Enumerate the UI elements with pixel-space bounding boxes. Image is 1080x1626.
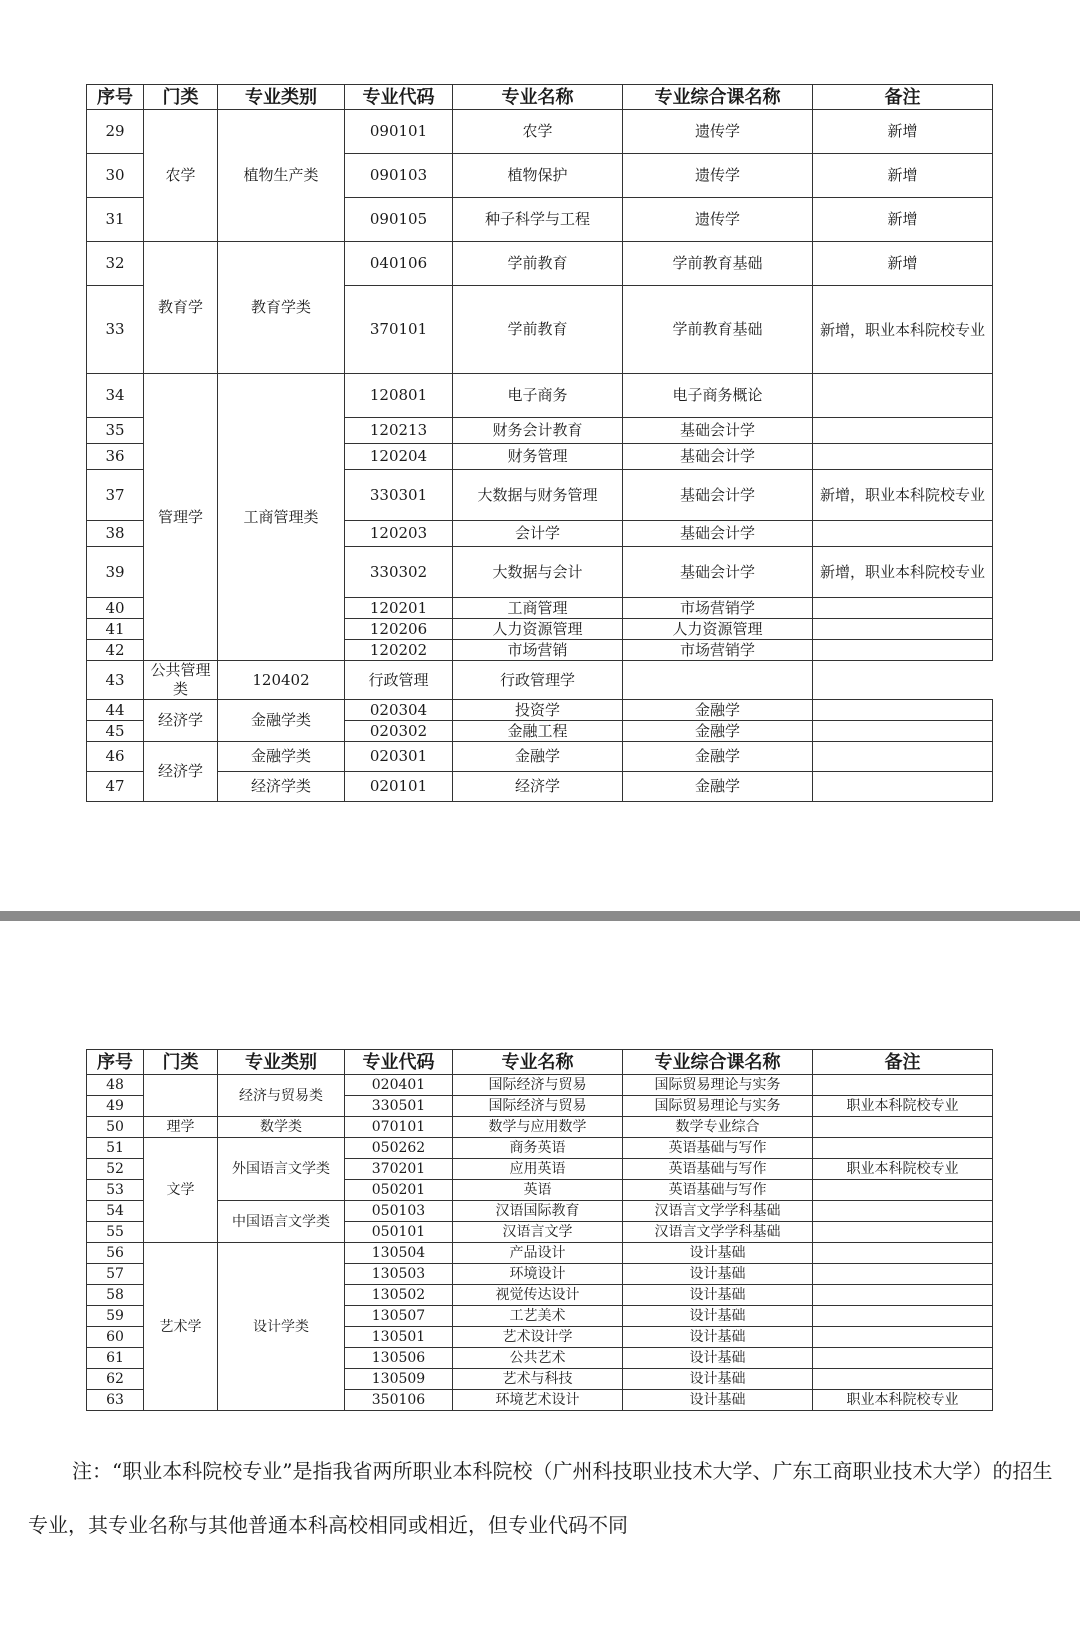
cell-index: 59 xyxy=(87,1306,144,1327)
cell-category: 金融学类 xyxy=(218,742,345,772)
cell-category: 植物生产类 xyxy=(218,110,345,242)
header-cell: 备注 xyxy=(813,85,993,110)
cell-course: 学前教育基础 xyxy=(623,242,813,286)
cell-code: 050103 xyxy=(345,1201,453,1222)
cell-major: 农学 xyxy=(453,110,623,154)
cell-category: 外国语言文学类 xyxy=(218,1138,345,1201)
cell-category: 工商管理类 xyxy=(218,374,345,661)
majors-table-1 xyxy=(86,84,993,802)
cell-remark xyxy=(813,418,993,444)
cell-discipline: 管理学 xyxy=(144,374,218,661)
cell-remark xyxy=(813,1243,993,1264)
cell-remark: 职业本科院校专业 xyxy=(813,1390,993,1411)
cell-remark: 新增 xyxy=(813,242,993,286)
cell-index: 62 xyxy=(87,1369,144,1390)
header-cell: 序号 xyxy=(87,1050,144,1075)
header-row xyxy=(87,1050,993,1075)
cell-major: 学前教育 xyxy=(453,242,623,286)
cell-code: 120203 xyxy=(345,521,453,547)
cell-major: 视觉传达设计 xyxy=(453,1285,623,1306)
cell-course: 汉语言文学学科基础 xyxy=(623,1201,813,1222)
cell-major: 会计学 xyxy=(453,521,623,547)
cell-major: 商务英语 xyxy=(453,1138,623,1159)
cell-major: 艺术与科技 xyxy=(453,1369,623,1390)
cell-remark xyxy=(813,1285,993,1306)
cell-remark xyxy=(813,721,993,742)
cell-major: 植物保护 xyxy=(453,154,623,198)
cell-course: 基础会计学 xyxy=(623,444,813,470)
cell-category: 教育学类 xyxy=(218,242,345,374)
cell-category: 金融学类 xyxy=(218,700,345,742)
cell-course: 数学专业综合 xyxy=(623,1117,813,1138)
cell-course: 基础会计学 xyxy=(623,547,813,598)
cell-course: 英语基础与写作 xyxy=(623,1180,813,1201)
cell-index: 40 xyxy=(87,598,144,619)
cell-index: 51 xyxy=(87,1138,144,1159)
cell-course: 行政管理学 xyxy=(453,661,623,700)
cell-code: 020304 xyxy=(345,700,453,721)
cell-course: 英语基础与写作 xyxy=(623,1159,813,1180)
cell-index: 54 xyxy=(87,1201,144,1222)
cell-category: 数学类 xyxy=(218,1117,345,1138)
cell-code: 090105 xyxy=(345,198,453,242)
cell-major: 金融工程 xyxy=(453,721,623,742)
cell-category: 设计学类 xyxy=(218,1243,345,1411)
cell-course: 国际贸易理论与实务 xyxy=(623,1075,813,1096)
header-cell: 专业名称 xyxy=(453,1050,623,1075)
cell-discipline: 经济学 xyxy=(144,700,218,742)
cell-major: 产品设计 xyxy=(453,1243,623,1264)
cell-index: 60 xyxy=(87,1327,144,1348)
cell-index: 32 xyxy=(87,242,144,286)
cell-remark: 新增 xyxy=(813,154,993,198)
cell-code: 020302 xyxy=(345,721,453,742)
header-cell: 专业综合课名称 xyxy=(623,85,813,110)
cell-code: 350106 xyxy=(345,1390,453,1411)
cell-course: 金融学 xyxy=(623,742,813,772)
cell-code: 020301 xyxy=(345,742,453,772)
cell-course: 设计基础 xyxy=(623,1243,813,1264)
cell-major: 国际经济与贸易 xyxy=(453,1096,623,1117)
cell-remark xyxy=(813,1327,993,1348)
table-row xyxy=(87,742,993,772)
cell-remark: 新增，职业本科院校专业 xyxy=(813,547,993,598)
cell-course: 遗传学 xyxy=(623,198,813,242)
cell-remark: 新增 xyxy=(813,198,993,242)
cell-index: 49 xyxy=(87,1096,144,1117)
cell-course: 遗传学 xyxy=(623,154,813,198)
cell-code: 020101 xyxy=(345,772,453,802)
cell-discipline: 文学 xyxy=(144,1138,218,1243)
cell-remark xyxy=(813,742,993,772)
cell-course: 设计基础 xyxy=(623,1264,813,1285)
cell-course: 遗传学 xyxy=(623,110,813,154)
table-row xyxy=(87,1138,993,1159)
cell-category: 经济学类 xyxy=(218,772,345,802)
cell-major: 国际经济与贸易 xyxy=(453,1075,623,1096)
header-cell: 专业类别 xyxy=(218,85,345,110)
cell-index: 42 xyxy=(87,640,144,661)
cell-course: 英语基础与写作 xyxy=(623,1138,813,1159)
cell-course: 设计基础 xyxy=(623,1285,813,1306)
cell-major: 工商管理 xyxy=(453,598,623,619)
cell-remark xyxy=(813,1201,993,1222)
header-cell: 门类 xyxy=(144,1050,218,1075)
table-row xyxy=(87,1243,993,1264)
table-row xyxy=(87,374,993,418)
cell-major: 人力资源管理 xyxy=(453,619,623,640)
cell-index: 55 xyxy=(87,1222,144,1243)
header-cell: 专业名称 xyxy=(453,85,623,110)
cell-major: 汉语言文学 xyxy=(453,1222,623,1243)
cell-major: 电子商务 xyxy=(453,374,623,418)
cell-remark xyxy=(813,640,993,661)
cell-remark: 职业本科院校专业 xyxy=(813,1159,993,1180)
cell-index: 53 xyxy=(87,1180,144,1201)
cell-course: 基础会计学 xyxy=(623,521,813,547)
cell-index: 58 xyxy=(87,1285,144,1306)
cell-course: 学前教育基础 xyxy=(623,286,813,374)
cell-course: 设计基础 xyxy=(623,1327,813,1348)
header-cell: 专业类别 xyxy=(218,1050,345,1075)
cell-index: 31 xyxy=(87,198,144,242)
cell-index: 30 xyxy=(87,154,144,198)
header-row xyxy=(87,85,993,110)
cell-code: 040106 xyxy=(345,242,453,286)
cell-major: 投资学 xyxy=(453,700,623,721)
cell-course: 人力资源管理 xyxy=(623,619,813,640)
cell-major: 英语 xyxy=(453,1180,623,1201)
cell-major: 数学与应用数学 xyxy=(453,1117,623,1138)
cell-remark xyxy=(813,1117,993,1138)
cell-index: 46 xyxy=(87,742,144,772)
cell-remark xyxy=(813,1348,993,1369)
cell-major: 学前教育 xyxy=(453,286,623,374)
cell-code: 090101 xyxy=(345,110,453,154)
cell-code: 330501 xyxy=(345,1096,453,1117)
cell-major: 环境设计 xyxy=(453,1264,623,1285)
cell-code: 120201 xyxy=(345,598,453,619)
table-row xyxy=(87,110,993,154)
cell-course: 汉语言文学学科基础 xyxy=(623,1222,813,1243)
cell-course: 市场营销学 xyxy=(623,640,813,661)
cell-discipline: 艺术学 xyxy=(144,1243,218,1411)
cell-index: 44 xyxy=(87,700,144,721)
cell-remark: 职业本科院校专业 xyxy=(813,1096,993,1117)
cell-index: 34 xyxy=(87,374,144,418)
cell-discipline: 理学 xyxy=(144,1117,218,1138)
cell-major: 公共艺术 xyxy=(453,1348,623,1369)
cell-code: 120402 xyxy=(218,661,345,700)
cell-remark xyxy=(813,1075,993,1096)
header-cell: 备注 xyxy=(813,1050,993,1075)
cell-remark xyxy=(813,521,993,547)
cell-course: 金融学 xyxy=(623,721,813,742)
cell-major: 工艺美术 xyxy=(453,1306,623,1327)
cell-course: 基础会计学 xyxy=(623,418,813,444)
header-cell: 专业综合课名称 xyxy=(623,1050,813,1075)
cell-remark xyxy=(813,1222,993,1243)
cell-remark xyxy=(813,1138,993,1159)
cell-code: 130507 xyxy=(345,1306,453,1327)
cell-major: 大数据与会计 xyxy=(453,547,623,598)
cell-major: 经济学 xyxy=(453,772,623,802)
cell-major: 汉语国际教育 xyxy=(453,1201,623,1222)
cell-course: 基础会计学 xyxy=(623,470,813,521)
cell-index: 41 xyxy=(87,619,144,640)
cell-code: 120206 xyxy=(345,619,453,640)
cell-major: 应用英语 xyxy=(453,1159,623,1180)
cell-remark xyxy=(813,444,993,470)
cell-course: 设计基础 xyxy=(623,1390,813,1411)
cell-index: 37 xyxy=(87,470,144,521)
cell-index: 48 xyxy=(87,1075,144,1096)
cell-index: 47 xyxy=(87,772,144,802)
cell-remark: 新增，职业本科院校专业 xyxy=(813,286,993,374)
cell-remark xyxy=(813,1180,993,1201)
header-cell: 门类 xyxy=(144,85,218,110)
cell-discipline: 经济学 xyxy=(144,742,218,802)
cell-index: 63 xyxy=(87,1390,144,1411)
cell-category: 中国语言文学类 xyxy=(218,1201,345,1243)
cell-index: 61 xyxy=(87,1348,144,1369)
cell-index: 50 xyxy=(87,1117,144,1138)
cell-code: 330302 xyxy=(345,547,453,598)
cell-index: 29 xyxy=(87,110,144,154)
cell-code: 050101 xyxy=(345,1222,453,1243)
cell-code: 120801 xyxy=(345,374,453,418)
cell-code: 130504 xyxy=(345,1243,453,1264)
cell-discipline: 农学 xyxy=(144,110,218,242)
cell-code: 130501 xyxy=(345,1327,453,1348)
cell-code: 070101 xyxy=(345,1117,453,1138)
cell-remark xyxy=(813,700,993,721)
cell-course: 设计基础 xyxy=(623,1369,813,1390)
cell-index: 43 xyxy=(87,661,144,700)
cell-major: 艺术设计学 xyxy=(453,1327,623,1348)
majors-table-2 xyxy=(86,1049,993,1411)
cell-category: 经济与贸易类 xyxy=(218,1075,345,1117)
cell-course: 金融学 xyxy=(623,772,813,802)
cell-code: 020401 xyxy=(345,1075,453,1096)
cell-code: 050201 xyxy=(345,1180,453,1201)
cell-code: 120202 xyxy=(345,640,453,661)
cell-index: 45 xyxy=(87,721,144,742)
cell-index: 35 xyxy=(87,418,144,444)
cell-course: 设计基础 xyxy=(623,1306,813,1327)
header-cell: 序号 xyxy=(87,85,144,110)
cell-remark xyxy=(813,1306,993,1327)
cell-remark xyxy=(813,598,993,619)
cell-remark: 新增，职业本科院校专业 xyxy=(813,470,993,521)
cell-discipline: 教育学 xyxy=(144,242,218,374)
cell-code: 130506 xyxy=(345,1348,453,1369)
cell-code: 370101 xyxy=(345,286,453,374)
cell-remark: 新增 xyxy=(813,110,993,154)
cell-major: 行政管理 xyxy=(345,661,453,700)
cell-course: 国际贸易理论与实务 xyxy=(623,1096,813,1117)
cell-index: 56 xyxy=(87,1243,144,1264)
cell-major: 金融学 xyxy=(453,742,623,772)
footnote: 注：“职业本科院校专业”是指我省两所职业本科院校（广州科技职业技术大学、广东工商职业技术大学）的招生专业，其专业名称与其他普通本科高校相同或相近，但专业代码不同 xyxy=(28,1459,1053,1537)
cell-code: 130503 xyxy=(345,1264,453,1285)
cell-index: 33 xyxy=(87,286,144,374)
cell-major: 财务管理 xyxy=(453,444,623,470)
cell-code: 130502 xyxy=(345,1285,453,1306)
table-row xyxy=(87,1117,993,1138)
cell-remark xyxy=(813,619,993,640)
cell-major: 大数据与财务管理 xyxy=(453,470,623,521)
cell-index: 52 xyxy=(87,1159,144,1180)
cell-code: 130509 xyxy=(345,1369,453,1390)
cell-discipline xyxy=(144,1075,218,1117)
table-row xyxy=(87,242,993,286)
cell-code: 090103 xyxy=(345,154,453,198)
cell-major: 种子科学与工程 xyxy=(453,198,623,242)
cell-category: 公共管理类 xyxy=(144,661,218,700)
cell-remark xyxy=(813,772,993,802)
cell-remark xyxy=(813,1369,993,1390)
cell-major: 财务会计教育 xyxy=(453,418,623,444)
cell-index: 36 xyxy=(87,444,144,470)
cell-code: 050262 xyxy=(345,1138,453,1159)
table-row xyxy=(87,661,993,700)
cell-remark xyxy=(813,374,993,418)
cell-index: 39 xyxy=(87,547,144,598)
cell-code: 370201 xyxy=(345,1159,453,1180)
cell-course: 设计基础 xyxy=(623,1348,813,1369)
table-row xyxy=(87,700,993,721)
header-cell: 专业代码 xyxy=(345,85,453,110)
cell-code: 120213 xyxy=(345,418,453,444)
cell-course: 市场营销学 xyxy=(623,598,813,619)
table-row xyxy=(87,772,993,802)
cell-index: 38 xyxy=(87,521,144,547)
table-row xyxy=(87,1201,993,1222)
table-row xyxy=(87,1075,993,1096)
page-divider xyxy=(0,911,1080,921)
cell-code: 330301 xyxy=(345,470,453,521)
cell-course: 电子商务概论 xyxy=(623,374,813,418)
cell-major: 环境艺术设计 xyxy=(453,1390,623,1411)
cell-course: 金融学 xyxy=(623,700,813,721)
cell-remark xyxy=(623,661,813,700)
cell-index: 57 xyxy=(87,1264,144,1285)
cell-code: 120204 xyxy=(345,444,453,470)
cell-major: 市场营销 xyxy=(453,640,623,661)
header-cell: 专业代码 xyxy=(345,1050,453,1075)
cell-remark xyxy=(813,1264,993,1285)
